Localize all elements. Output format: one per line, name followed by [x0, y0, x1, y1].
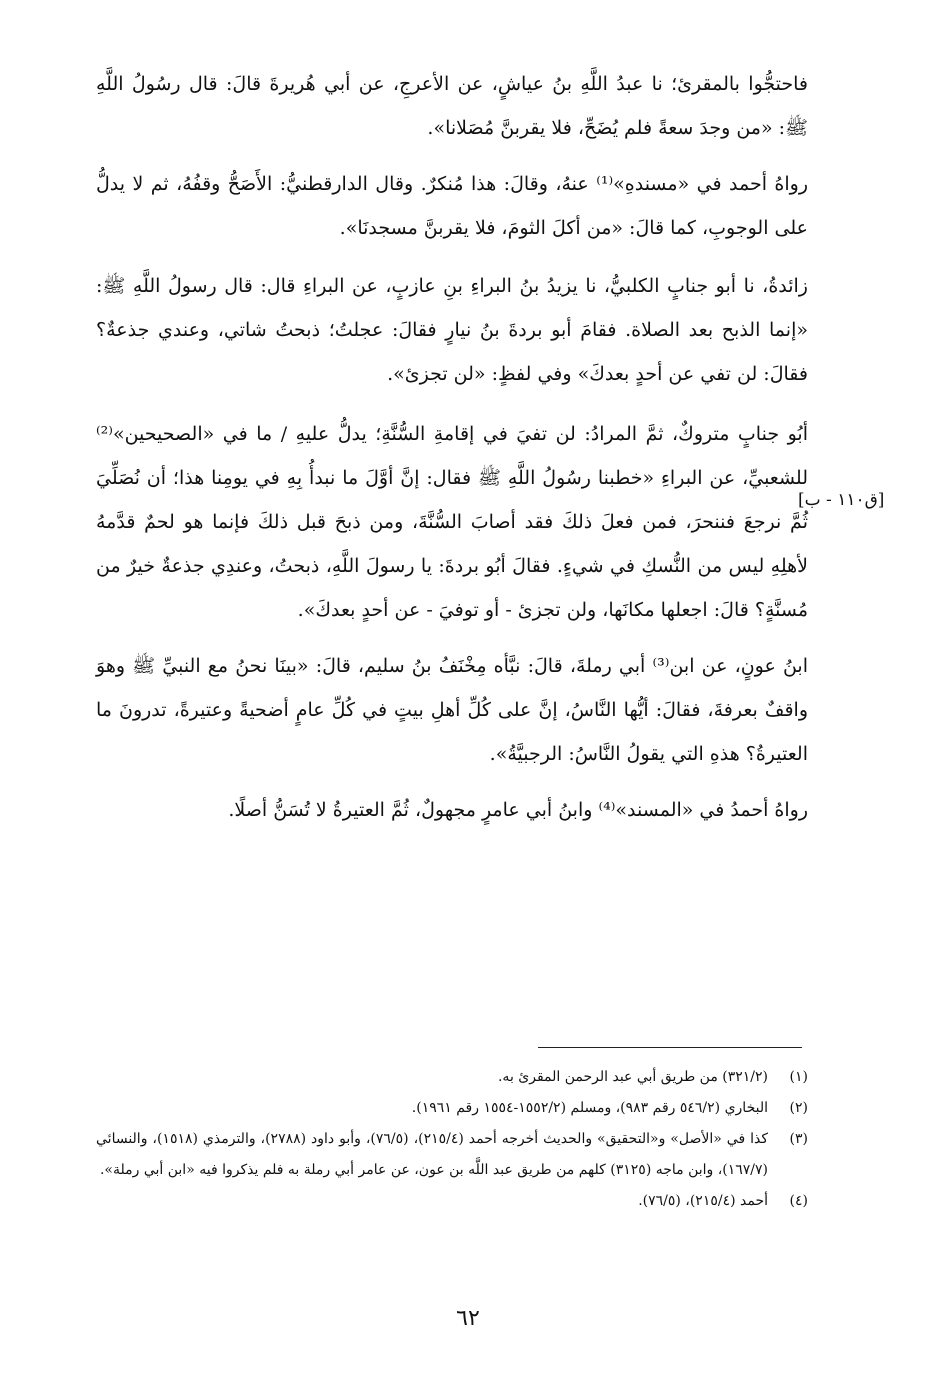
footnote-number: (٢): [789, 1100, 808, 1116]
footnote-1: [96, 1062, 808, 1093]
paragraph-4: أبُو جنابٍ متروكٌ، ثمَّ المرادُ: لن تفيَ في إقامةِ السُّنَّةِ؛ يدلُّ عليهِ / ما في «الصحيحين»⁽²⁾ للشعبيِّ، عن البراءِ «خطبنا رسُولُ اللَّهِ ﷺ فقال: إنَّ أوَّلَ ما نبدأُ بِهِ في يومِنا هذا؛ أن نُصَلِّيَ ثُمَّ نرجعَ فننحرَ، فمن فعلَ ذلكَ فقد أصابَ السُّنَّةَ، ومن ذبحَ قبل ذلكَ فإنما هو لحمٌ قدَّمهُ لأهلِهِ ليس من النُّسكِ في شيءٍ. فقالَ أبُو بردةَ: يا رسولَ اللَّهِ، ذبحتُ، وعندِي جذعةٌ خيرٌ من مُسنَّةٍ؟ قالَ: اجعلها مكانَها، ولن تجزئ - أو توفيَ - عن أحدٍ بعدكَ».: [96, 423, 808, 621]
footnote-4: [96, 1186, 808, 1217]
footnote-3: [96, 1124, 808, 1186]
footnote-2: [96, 1093, 808, 1124]
paragraph-6: رواهُ أحمدُ في «المسند»⁽⁴⁾ وابنُ أبي عامرٍ مجهولٌ، ثُمَّ العتيرةُ لا تُسَنُّ أصلًا.: [228, 799, 808, 821]
paragraph-1: فاحتجُّوا بالمقرئ؛ نا عبدُ اللَّهِ بنُ عياشٍ، عن الأعرجِ، عن أبي هُريرةَ قالَ: قال رسُولُ اللَّهِ ﷺ: «من وجدَ سعةً فلم يُضَحِّ، فلا يقربنَّ مُصَلانا».: [96, 73, 808, 139]
footnote-number: (٤): [789, 1193, 808, 1209]
footnotes: [96, 1062, 808, 1217]
manuscript-folio-marker: [ق١١٠ - ب]: [798, 490, 885, 510]
footnote-divider: [538, 1047, 802, 1048]
paragraph-3: زائدةُ، نا أبو جنابٍ الكلبيُّ، نا يزيدُ بنُ البراءِ بنِ عازبٍ، عن البراءِ قال: قال رسولُ اللَّهِ ﷺ: «إنما الذبح بعد الصلاة. فقامَ أبو بردةَ بنُ نيارٍ فقالَ: عجلتُ؛ ذبحتُ شاتي، وعندي جذعةٌ؟ فقالَ: لن تفي عن أحدٍ بعدكَ» وفي لفظٍ: «لن تجزئ».: [96, 275, 808, 385]
footnote-text: أحمد (٢١٥/٤)، (٧٦/٥).: [638, 1193, 768, 1209]
footnote-number: (٣): [789, 1131, 808, 1147]
paragraph-2: رواهُ أحمد في «مسندهِ»⁽¹⁾ عنهُ، وقالَ: هذا مُنكرٌ. وقال الدارقطنيُّ: الأَصَحُّ وقفُهُ، ثم لا يدلُّ على الوجوبِ، كما قالَ: «من أكلَ الثومَ، فلا يقربنَّ مسجدنَا».: [96, 173, 808, 239]
paragraph-5: ابنُ عونٍ، عن ابن⁽³⁾ أبي رملةَ، قالَ: نبَّأه مِخْنَفُ بنُ سليم، قالَ: «بينَا نحنُ مع النبيِّ ﷺ وهوَ واقفٌ بعرفةَ، فقالَ: أيُّها النَّاسُ، إنَّ على كُلِّ أهلِ بيتٍ في كُلِّ عامٍ أضحيةً وعتيرةً، تدرونَ ما العتيرةُ؟ هذهِ التي يقولُ النَّاسُ: الرجبيَّةُ».: [96, 655, 808, 765]
main-text: [96, 62, 808, 832]
footnote-text: كذا في «الأصل» و«التحقيق» والحديث أخرجه أحمد (٢١٥/٤)، (٧٦/٥)، وأبو داود (٢٧٨٨)، والترمذي (١٥١٨)، والنسائي (١٦٧/٧)، وابن ماجه (٣١٢٥) كلهم من طريق عبد اللَّه بن عون، عن عامر أبي رملة به فلم يذكروا فيه «ابن أبي رملة».: [96, 1131, 769, 1178]
footnote-text: (٣٢١/٢) من طريق أبي عبد الرحمن المقرئ به.: [497, 1069, 768, 1085]
footnote-text: البخاري (٥٤٦/٢ رقم ٩٨٣)، ومسلم (١٥٥٢/٢-١٥٥٤ رقم ١٩٦١).: [411, 1100, 768, 1116]
footnote-number: (١): [789, 1069, 808, 1085]
page-number: ٦٢: [456, 1306, 480, 1331]
